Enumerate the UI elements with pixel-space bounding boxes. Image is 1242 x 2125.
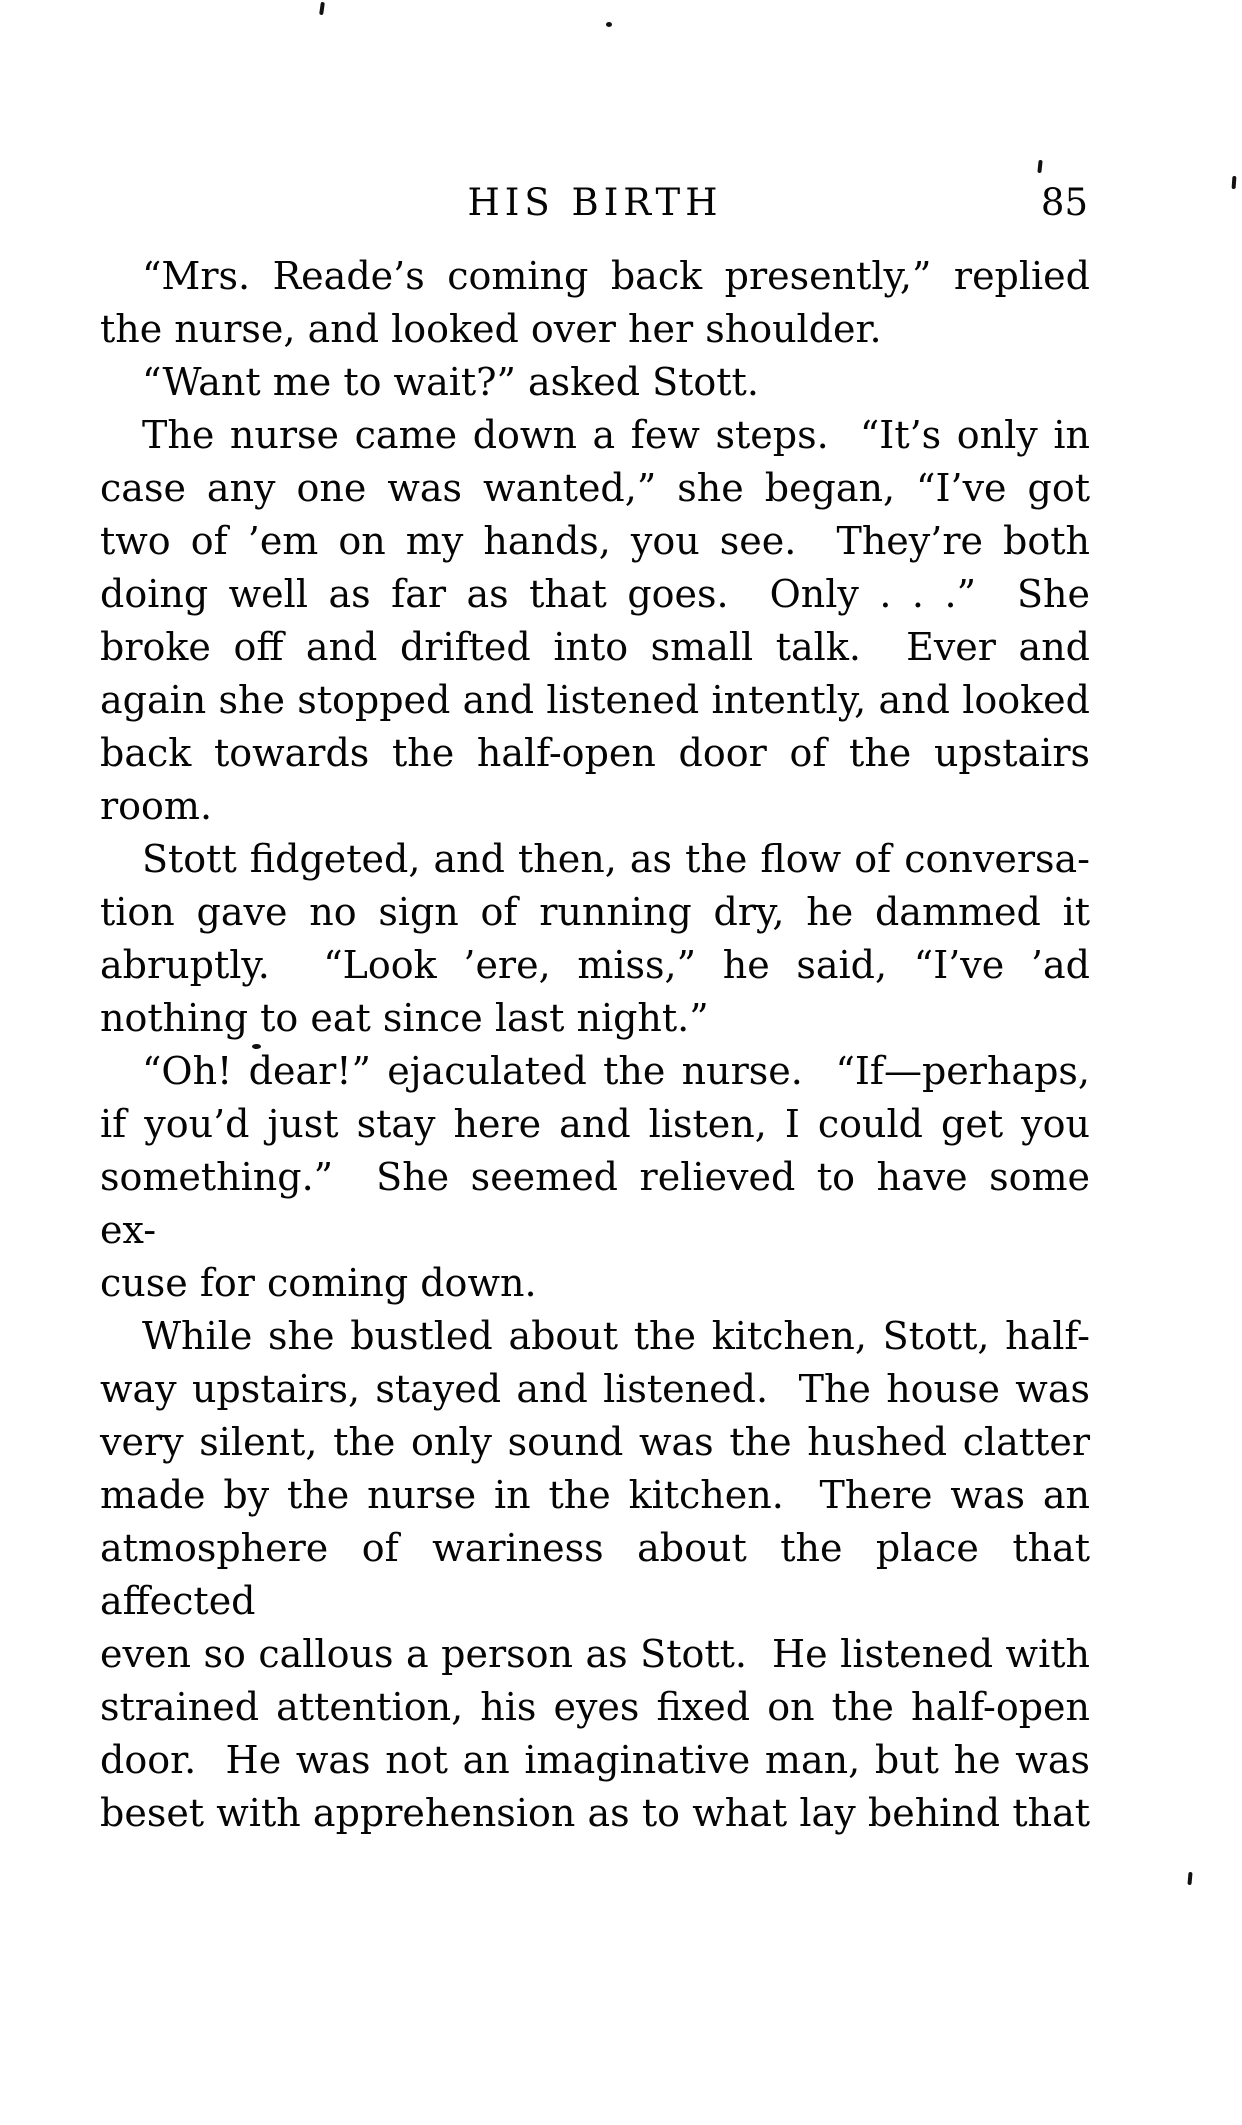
text-line: “Mrs. Reade’s coming back presently,” replied <box>142 254 1090 298</box>
text-line: broke off and drifted into small talk. Ever and <box>100 625 1090 669</box>
scan-artifact <box>1037 160 1042 173</box>
text-line: very silent, the only sound was the hushed clatter <box>100 1420 1090 1464</box>
text-line: beset with apprehension as to what lay behind that <box>100 1791 1090 1835</box>
scan-artifact <box>319 2 325 15</box>
text-line: nothing to eat since last night.” <box>100 996 709 1040</box>
text-line: room. <box>100 784 213 828</box>
text-line: case any one was wanted,” she began, “I’ve got <box>100 466 1090 510</box>
page-body <box>100 250 1103 1840</box>
scan-artifact <box>1232 176 1237 189</box>
text-line: cuse for coming down. <box>100 1261 537 1305</box>
text-line: abruptly. “Look ’ere, miss,” he said, “I’ve ’ad <box>100 943 1090 987</box>
text-line: tion gave no sign of running dry, he dammed it <box>100 890 1090 934</box>
text-line: back towards the half-open door of the upstairs <box>100 731 1090 775</box>
text-line: made by the nurse in the kitchen. There was an <box>100 1473 1090 1517</box>
text-line: “Want me to wait?” asked Stott. <box>142 360 759 404</box>
text-line: doing well as far as that goes. Only . . .” She <box>100 572 1090 616</box>
text-line: The nurse came down a few steps. “It’s only in <box>142 413 1090 457</box>
text-line: Stott fidgeted, and then, as the flow of conversa- <box>142 837 1090 881</box>
text-line: strained attention, his eyes fixed on the half-open <box>100 1685 1090 1729</box>
scan-artifact <box>606 22 612 27</box>
text-line: “Oh! dear!” ejaculated the nurse. “If—perhaps, <box>142 1049 1090 1093</box>
page-header <box>100 183 1090 227</box>
text-line: something.” She seemed relieved to have some ex- <box>100 1155 1103 1252</box>
scan-artifact <box>1187 1872 1192 1885</box>
text-line: atmosphere of wariness about the place that affected <box>100 1526 1103 1623</box>
text-line: the nurse, and looked over her shoulder. <box>100 307 882 351</box>
text-line: even so callous a person as Stott. He listened with <box>100 1632 1090 1676</box>
text-line: way upstairs, stayed and listened. The house was <box>100 1367 1090 1411</box>
text-line: again she stopped and listened intently, and looked <box>100 678 1090 722</box>
page-number: 85 <box>1040 181 1088 224</box>
running-title: HIS BIRTH <box>467 181 723 224</box>
scan-artifact <box>252 1044 261 1049</box>
text-line: if you’d just stay here and listen, I could get you <box>100 1102 1090 1146</box>
text-line: While she bustled about the kitchen, Stott, half- <box>142 1314 1090 1358</box>
text-line: door. He was not an imaginative man, but he was <box>100 1738 1090 1782</box>
text-line: two of ’em on my hands, you see. They’re both <box>100 519 1090 563</box>
